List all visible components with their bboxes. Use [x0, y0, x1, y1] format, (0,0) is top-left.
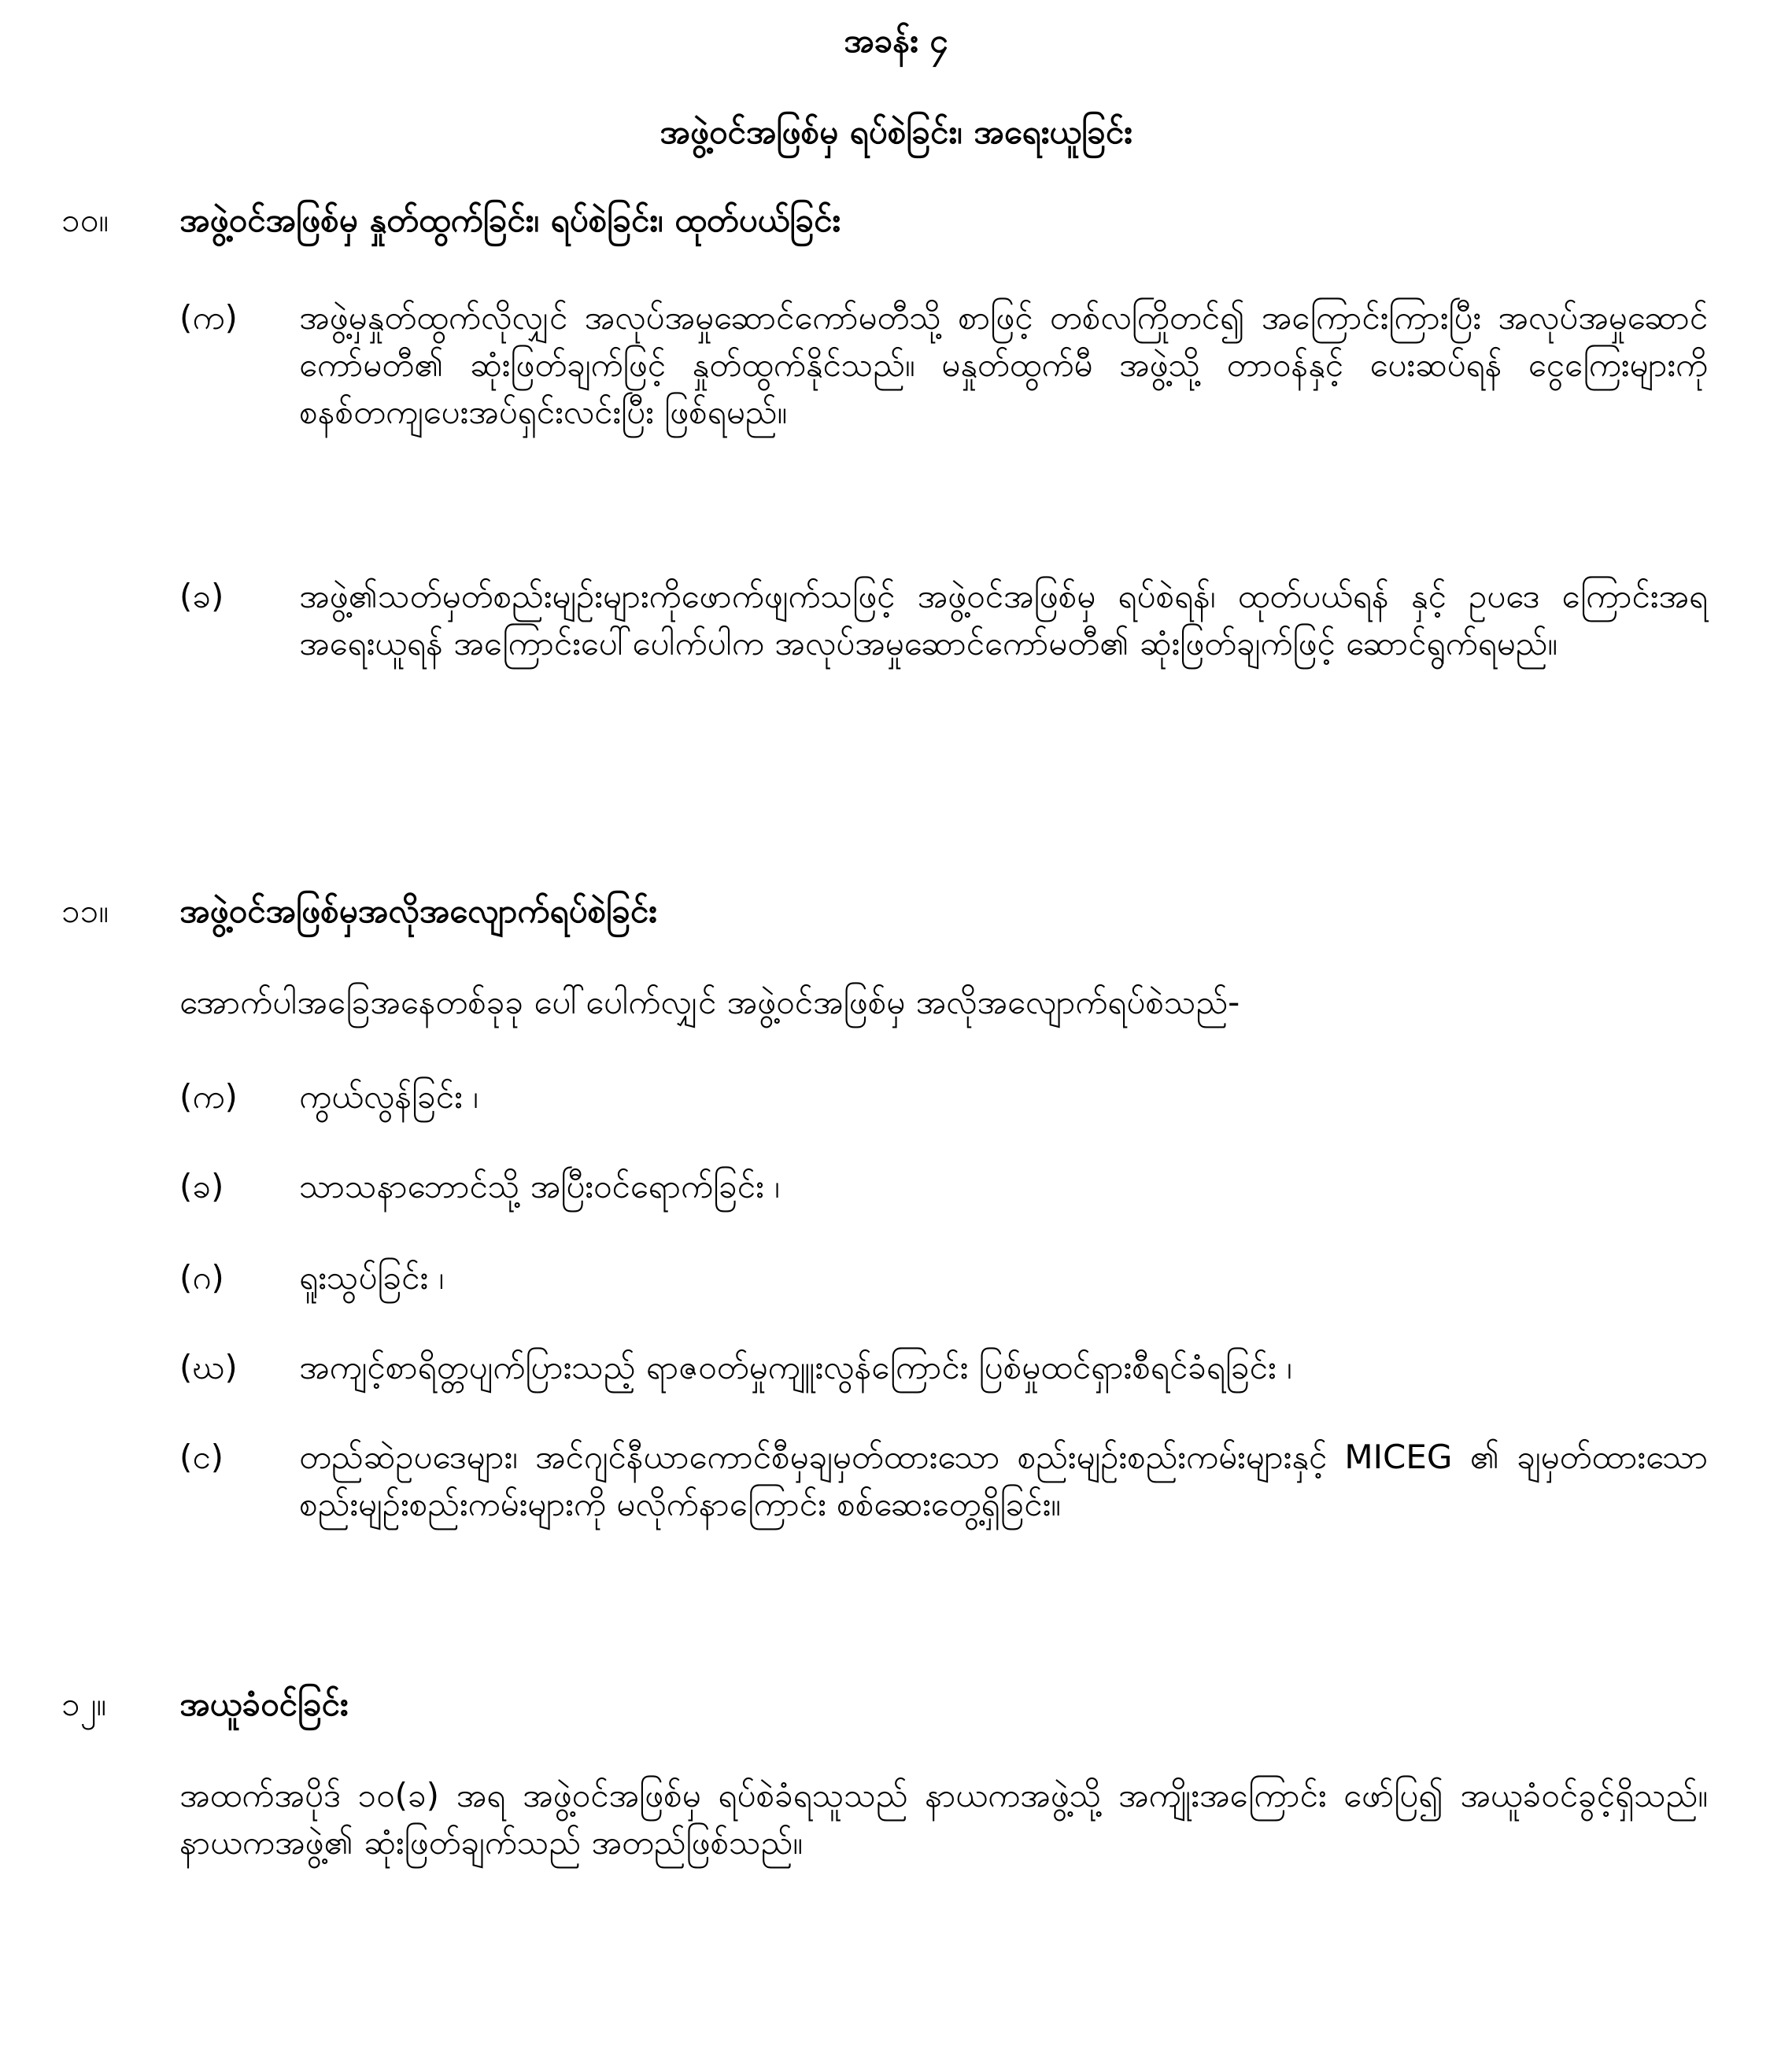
section-11-intro: အောက်ပါအခြေအနေတစ်ခုခု ပေါ်ပေါက်လျှင် အဖွဲ့ဝင်အဖြစ်မှ အလိုအလျောက်ရပ်စဲသည်- [179, 983, 1240, 1021]
section-12-number: ၁၂။ [61, 1685, 106, 1723]
section-11-item-ka-text: ကွယ်လွန်ခြင်း ၊ [299, 1077, 478, 1116]
section-10-number: ၁၀။ [61, 201, 109, 239]
section-12-heading: အယူခံဝင်ခြင်း [179, 1685, 349, 1723]
section-10-item-kha-label: (ခ) [179, 577, 224, 615]
section-12-text: အထက်အပိုဒ် ၁၀(ခ) အရ အဖွဲ့ဝင်အဖြစ်မှ ရပ်စဲခံရသူသည် နာယကအဖွဲ့သို့ အကျိုးအကြောင်း ဖော်ပြ၍ အယူခံဝင်ခွင့်ရှိသည်။ နာယကအဖွဲ့၏ ဆုံးဖြတ်ချက်သည် အတည်ဖြစ်သည်။ [179, 1776, 1708, 1862]
chapter-title: အခန်း ၄ [844, 21, 948, 60]
section-10-heading: အဖွဲ့ဝင်အဖြစ်မှ နှုတ်ထွက်ခြင်း၊ ရပ်စဲခြင်း၊ ထုတ်ပယ်ခြင်း [179, 201, 841, 239]
section-11-item-ga-label: (ဂ) [179, 1258, 224, 1297]
section-10-item-kha-text: အဖွဲ့၏သတ်မှတ်စည်းမျဉ်းများကိုဖောက်ဖျက်သဖြင့် အဖွဲ့ဝင်အဖြစ်မှ ရပ်စဲရန်၊ ထုတ်ပယ်ရန် နှင့် ဥပဒေ ကြောင်းအရ အရေးယူရန် အကြောင်းပေါ်ပေါက်ပါက အလုပ်အမှုဆောင်ကော်မတီ၏ ဆုံးဖြတ်ချက်ဖြင့် ဆောင်ရွက်ရမည်။ [299, 577, 1708, 663]
section-11-item-gha-text: အကျင့်စာရိတ္တပျက်ပြားသည့် ရာဇဝတ်မှုကျူးလွန်ကြောင်း ပြစ်မှုထင်ရှားစီရင်ခံရခြင်း ၊ [299, 1348, 1292, 1386]
section-11-item-kha-label: (ခ) [179, 1167, 224, 1205]
section-11-heading: အဖွဲ့ဝင်အဖြစ်မှအလိုအလျောက်ရပ်စဲခြင်း [179, 892, 657, 930]
section-10-item-ka-text: အဖွဲ့မှနှုတ်ထွက်လိုလျှင် အလုပ်အမှုဆောင်ကော်မတီသို့ စာဖြင့် တစ်လကြိုတင်၍ အကြောင်းကြားပြီး အလုပ်အမှုဆောင်ကော်မတီ၏ ဆုံးဖြတ်ချက်ဖြင့် နှုတ်ထွက်နိုင်သည်။ မနှုတ်ထွက်မီ အဖွဲ့သို့ တာဝန်နှင့် ပေးဆပ်ရန် ငွေကြေးများကို စနစ်တကျပေးအပ်ရှင်းလင်းပြီး ဖြစ်ရမည်။ [299, 298, 1708, 431]
section-10-item-ka-label: (က) [179, 298, 238, 337]
chapter-subtitle: အဖွဲ့ဝင်အဖြစ်မှ ရပ်စဲခြင်း၊ အရေးယူခြင်း [660, 113, 1132, 151]
section-11-item-ga-text: ရူးသွပ်ခြင်း ၊ [299, 1258, 444, 1297]
section-11-item-nga-text: တည်ဆဲဥပဒေများ၊ အင်ဂျင်နီယာကောင်စီမှချမှတ်ထားသော စည်းမျဉ်းစည်းကမ်းများနှင့် MICEG ၏ ချမှတ်ထားသော စည်းမျဉ်းစည်းကမ်းများကို မလိုက်နာကြောင်း စစ်ဆေးတွေ့ရှိခြင်း။ [299, 1438, 1708, 1523]
section-11-number: ၁၁။ [61, 892, 109, 930]
section-11-item-gha-label: (ဃ) [179, 1348, 238, 1386]
section-11-item-ka-label: (က) [179, 1077, 238, 1116]
section-11-item-nga-label: (င) [179, 1438, 224, 1476]
section-11-item-kha-text: သာသနာဘောင်သို့ အပြီးဝင်ရောက်ခြင်း ၊ [299, 1167, 780, 1205]
